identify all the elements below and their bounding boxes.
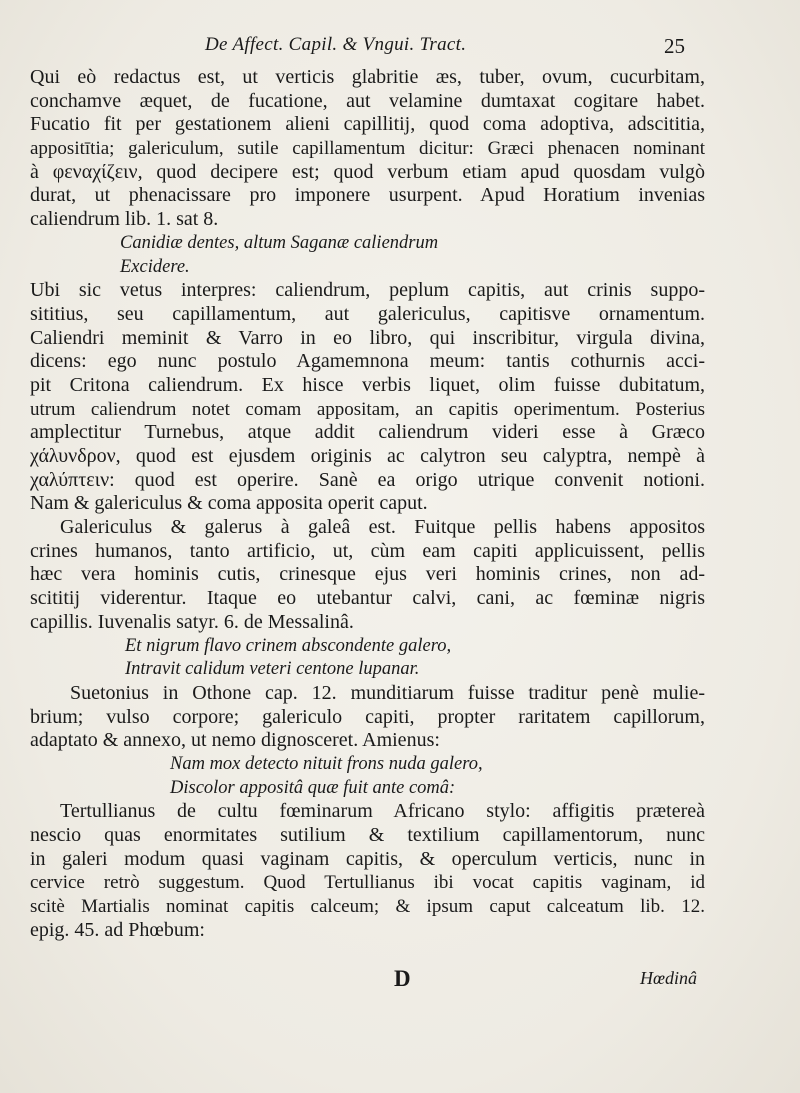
text-line: durat, ut phenacissare pro imponere usurpent. Apud Horatium invenias — [30, 184, 705, 207]
verse-line: Excidere. — [120, 256, 190, 277]
text-line: Galericulus & galerus à galeâ est. Fuitque pellis habens appositos — [60, 516, 705, 539]
text-line: amplectitur Turnebus, atque addit caliendrum videri esse à Græco — [30, 421, 705, 444]
verse-line: Discolor appositâ quæ fuit ante comâ: — [170, 777, 456, 798]
text-line: epig. 45. ad Phœbum: — [30, 918, 205, 941]
verse-line: Et nigrum flavo crinem abscondente galero, — [125, 635, 452, 656]
text-line: caliendrum lib. 1. sat 8. — [30, 208, 219, 231]
verse-line: Nam mox detecto nituit frons nuda galero, — [170, 753, 483, 774]
text-line: Caliendri meminit & Varro in eo libro, qui inscribitur, virgula divina, — [30, 326, 705, 349]
verse-line: Intravit calidum veteri centone lupanar. — [125, 659, 420, 680]
text-line: brium; vulso corpore; galericulo capiti, propter raritatem capillorum, — [30, 705, 705, 728]
text-line: adaptato & annexo, ut nemo dignosceret. Amienus: — [30, 729, 440, 752]
page-number: 25 — [664, 34, 685, 58]
text-line: pit Critona caliendrum. Ex hisce verbis liquet, olim fuisse dubitatum, — [30, 373, 705, 396]
text-line: dicens: ego nunc postulo Agamemnona meum: tantis cothurnis acci- — [30, 350, 705, 373]
text-line: utrum caliendrum notet comam appositam, an capitis operimentum. Posterius — [30, 398, 705, 420]
text-line: χάλυνδρον, quod est ejusdem originis ac calytron seu calyptra, nempè à — [30, 445, 705, 467]
text-line: Nam & galericulus & coma apposita operit caput. — [30, 492, 428, 515]
text-line: capillis. Iuvenalis satyr. 6. de Messalinâ. — [30, 610, 354, 633]
text-line: appositītia; galericulum, sutile capillamentum dicitur: Græci phenacen nominant — [30, 138, 705, 160]
verse-line: Canidiæ dentes, altum Saganæ caliendrum — [120, 232, 439, 253]
text-line: Suetonius in Othone cap. 12. munditiarum fuisse traditur penè mulie- — [70, 681, 705, 704]
text-line: hæc vera hominis cutis, crinesque ejus veri hominis crines, non ad- — [30, 563, 705, 586]
text-line: Qui eò redactus est, ut verticis glabritie æs, tuber, ovum, cucurbitam, — [30, 66, 705, 88]
text-line: scititij viderentur. Itaque eo utebantur calvi, cani, ac fœminæ nigris — [30, 587, 705, 610]
text-line: cervice retrò suggestum. Quod Tertullianus ibi vocat capitis vaginam, id — [30, 872, 705, 894]
running-head — [0, 30, 800, 60]
text-line: in galeri modum quasi vaginam capitis, & operculum verticis, nunc in — [30, 847, 705, 870]
running-title: De Affect. Capil. & Vngui. Tract. — [205, 34, 467, 55]
text-line: Tertullianus de cultu fœminarum Africano stylo: affigitis prætereà — [60, 800, 705, 823]
text-line: sititius, seu capillamentum, aut galericulus, capitisve ornamentum. — [30, 302, 705, 325]
body-text — [30, 66, 705, 942]
text-line: scitè Martialis nominat capitis calceum; & ipsum caput calceatum lib. 12. — [30, 896, 705, 918]
signature-mark: D — [394, 966, 411, 991]
text-line: Fucatio fit per gestationem alieni capillitij, quod coma adoptiva, adscititia, — [30, 113, 705, 136]
text-line: conchamve æquet, de fucatione, aut velamine dumtaxat cogitare habet. — [30, 89, 705, 112]
text-line: crines humanos, tanto artificio, ut, cùm eam capiti applicuissent, pellis — [30, 539, 705, 562]
text-line: χαλύπτειν: quod est operire. Sanè ea origo utrique convenit notioni. — [30, 468, 705, 491]
catchword: Hœdinâ — [640, 968, 698, 988]
text-line: Ubi sic vetus interpres: caliendrum, peplum capitis, aut crinis suppo- — [30, 279, 705, 302]
text-line: nescio quas enormitates sutilium & textilium capillamentorum, nunc — [30, 824, 705, 846]
text-line: à φεναχίζειν, quod decipere est; quod verbum etiam apud quosdam vulgò — [30, 160, 705, 183]
